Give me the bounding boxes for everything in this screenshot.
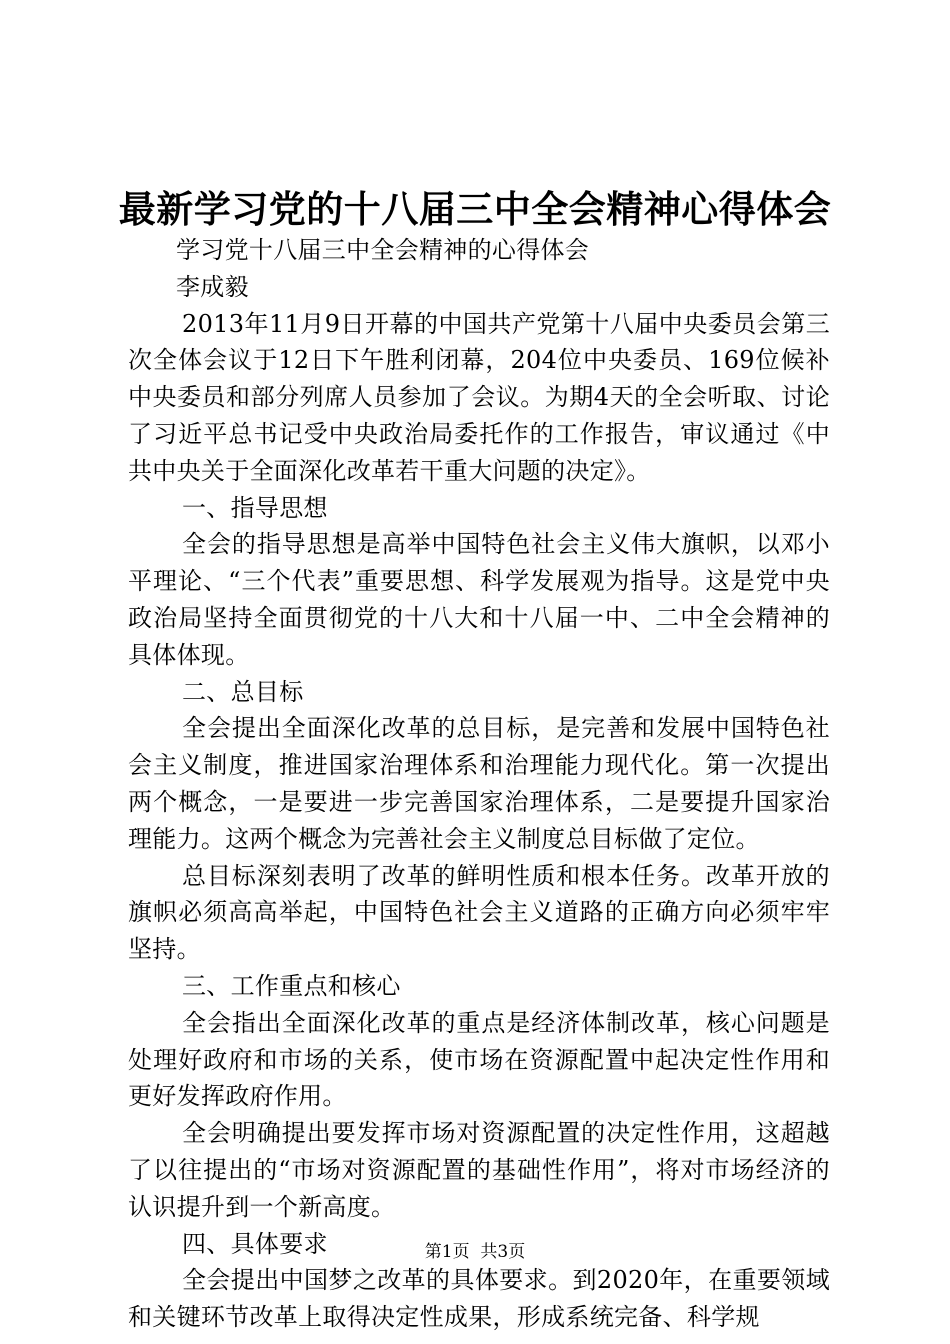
paragraph: 全会提出中国梦之改革的具体要求。到2020年，在重要领域和关键环节改革上取得决定性成果，形成系统完备、科学规 xyxy=(128,1266,830,1332)
section-heading-4: 四、具体要求 xyxy=(182,1229,328,1258)
section-heading-3: 三、工作重点和核心 xyxy=(182,971,401,1000)
section-heading-1: 一、指导思想 xyxy=(182,493,328,522)
section-heading-2: 二、总目标 xyxy=(182,677,304,706)
document-title: 最新学习党的十八届三中全会精神心得体会 xyxy=(118,187,832,231)
author: 李成毅 xyxy=(176,272,249,301)
paragraph-intro: 2013年11月9日开幕的中国共产党第十八届中央委员会第三次全体会议于12日下午胜利闭幕，204位中央委员、169位候补中央委员和部分列席人员参加了会议。为期4天的全会听取、讨论了习近平总书记受中央政治局委托作的工作报告，审议通过《中共中央关于全面深化改革若干重大问题的决定》。 xyxy=(128,309,830,485)
page-number-footer: 第1页 共3页 xyxy=(424,1242,526,1262)
paragraph: 全会的指导思想是高举中国特色社会主义伟大旗帜，以邓小平理论、“三个代表”重要思想、科学发展观为指导。这是党中央政治局坚持全面贯彻党的十八大和十八届一中、二中全会精神的具体体现。 xyxy=(128,530,830,669)
paragraph: 全会明确提出要发挥市场对资源配置的决定性作用，这超越了以往提出的“市场对资源配置的基础性作用”，将对市场经济的认识提升到一个新高度。 xyxy=(128,1119,830,1221)
subtitle: 学习党十八届三中全会精神的心得体会 xyxy=(176,236,590,264)
paragraph: 全会指出全面深化改革的重点是经济体制改革，核心问题是处理好政府和市场的关系，使市场在资源配置中起决定性作用和更好发挥政府作用。 xyxy=(128,1008,830,1111)
paragraph: 总目标深刻表明了改革的鲜明性质和根本任务。改革开放的旗帜必须高高举起，中国特色社会主义道路的正确方向必须牢牢坚持。 xyxy=(128,861,830,964)
paragraph: 全会提出全面深化改革的总目标，是完善和发展中国特色社会主义制度，推进国家治理体系和治理能力现代化。第一次提出两个概念，一是要进一步完善国家治理体系，二是要提升国家治理能力。这两个概念为完善社会主义制度总目标做了定位。 xyxy=(128,714,830,853)
document-body xyxy=(128,232,830,1336)
